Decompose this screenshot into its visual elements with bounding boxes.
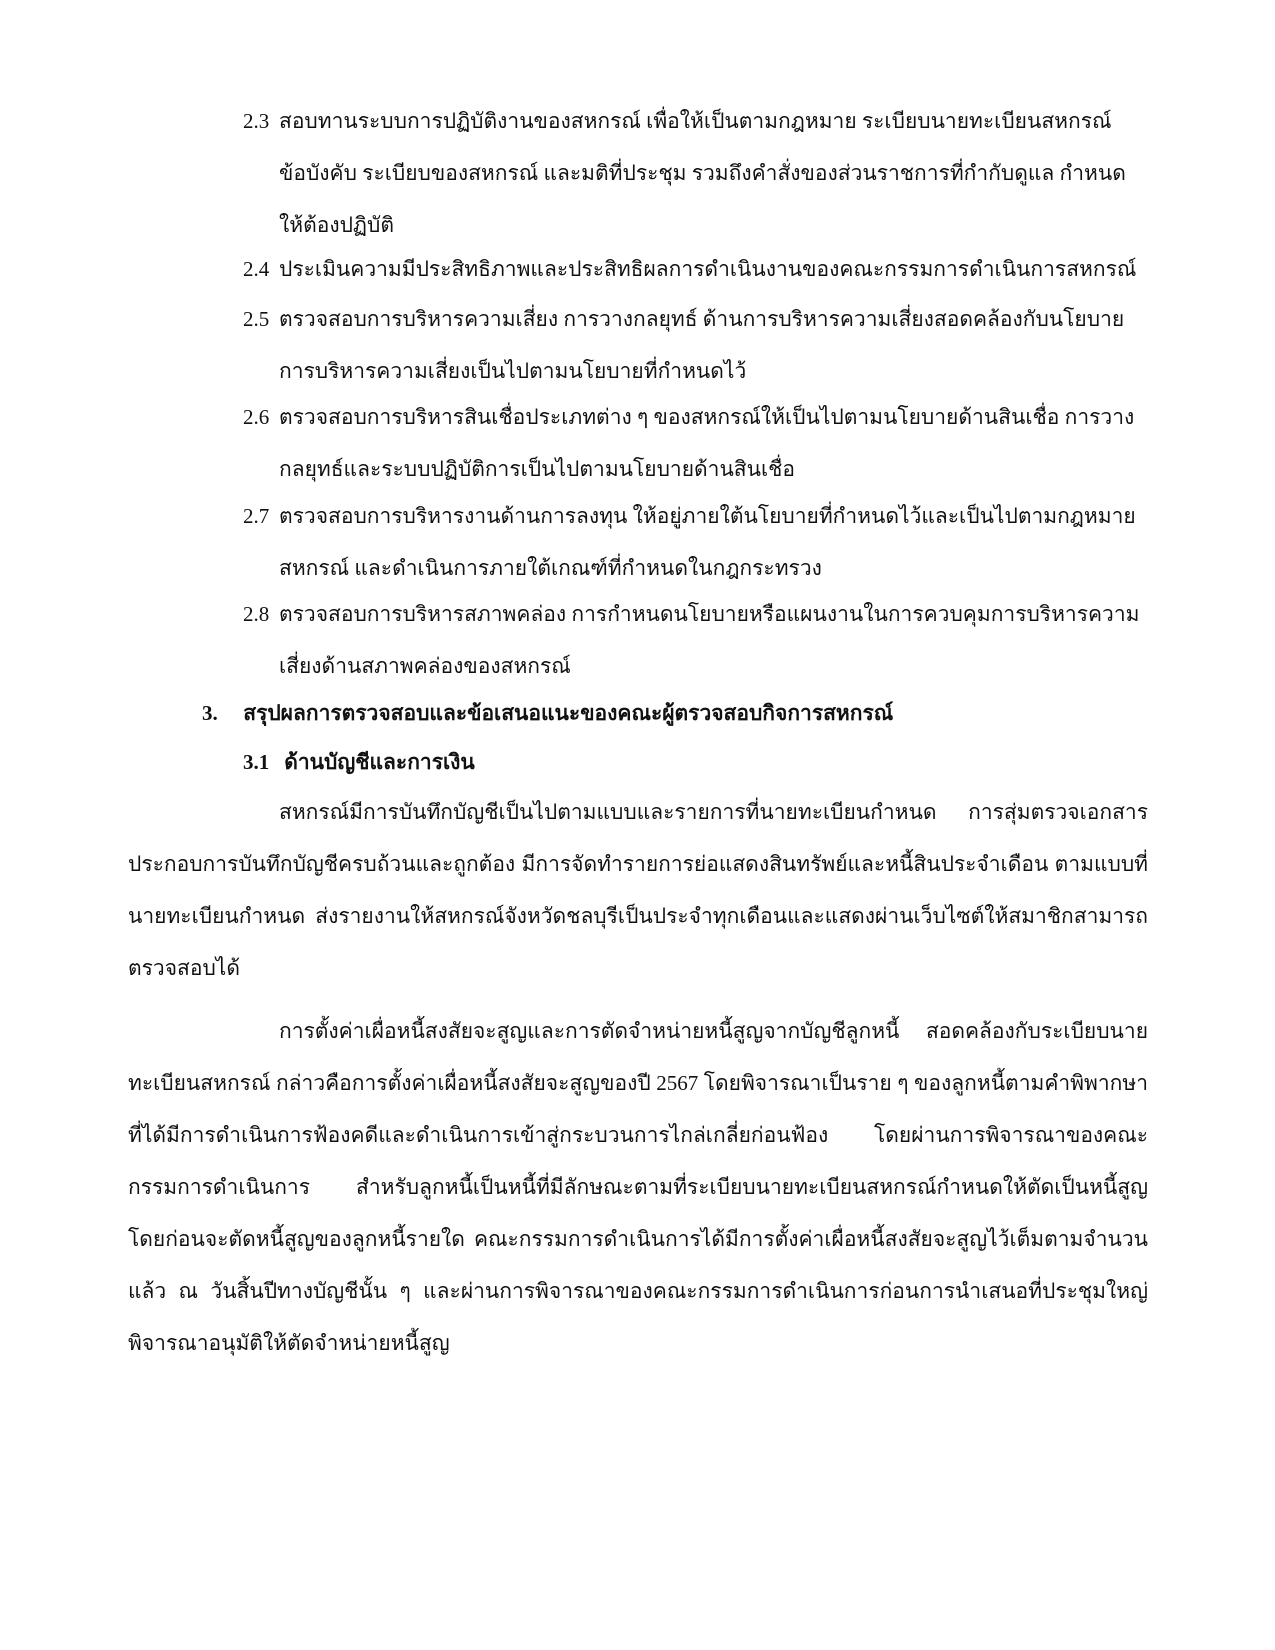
item-text: ตรวจสอบการบริหารสภาพคล่อง การกำหนดนโยบายหรือแผนงานในการควบคุมการบริหารความเสี่ยงด้านสภาพคล่องของสหกรณ์ <box>279 602 1140 678</box>
item-number: 2.3 <box>243 109 270 133</box>
section-3-heading <box>202 687 893 739</box>
section-title: ด้านบัญชีและการเงิน <box>284 750 475 774</box>
list-item-2-6 <box>243 391 1143 495</box>
list-item-2-5 <box>243 293 1143 397</box>
section-number: 3. <box>202 701 218 725</box>
list-item-2-4 <box>243 243 1143 295</box>
item-text: สอบทานระบบการปฏิบัติงานของสหกรณ์ เพื่อให้เป็นตามกฎหมาย ระเบียบนายทะเบียนสหกรณ์ ข้อบังคับ ระเบียบของสหกรณ์ และมติที่ประชุม รวมถึงคำสั่งของส่วนราชการที่กำกับดูแล กำหนดให้ต้องปฏิบัติ <box>279 109 1126 237</box>
item-number: 2.7 <box>243 504 270 528</box>
item-number: 2.4 <box>243 257 270 281</box>
item-text: ตรวจสอบการบริหารความเสี่ยง การวางกลยุทธ์ ด้านการบริหารความเสี่ยงสอดคล้องกับนโยบาย การบริหารความเสี่ยงเป็นไปตามนโยบายที่กำหนดไว้ <box>279 307 1125 383</box>
item-text: ตรวจสอบการบริหารงานด้านการลงทุน ให้อยู่ภายใต้นโยบายที่กำหนดไว้และเป็นไปตามกฎหมายสหกรณ์ และดำเนินการภายใต้เกณฑ์ที่กำหนดในกฎกระทรวง <box>279 504 1136 580</box>
section-title: สรุปผลการตรวจสอบและข้อเสนอแนะของคณะผู้ตรวจสอบกิจการสหกรณ์ <box>243 701 894 725</box>
item-number: 2.5 <box>243 307 270 331</box>
item-number: 2.8 <box>243 602 270 626</box>
section-3-1-heading <box>243 736 475 788</box>
item-text: ตรวจสอบการบริหารสินเชื่อประเภทต่าง ๆ ของสหกรณ์ให้เป็นไปตามนโยบายด้านสินเชื่อ การวางกลยุทธ์และระบบปฏิบัติการเป็นไปตามนโยบายด้านสินเชื่อ <box>279 405 1135 481</box>
paragraph: การตั้งค่าเผื่อหนี้สงสัยจะสูญและการตัดจำหน่ายหนี้สูญจากบัญชีลูกหนี้ สอดคล้องกับระเบียบนายทะเบียนสหกรณ์ กล่าวคือการตั้งค่าเผื่อหนี้สงสัยจะสูญของปี 2567 โดยพิจารณาเป็นราย ๆ ของลูกหนี้ตามคำพิพากษาที่ได้มีการดำเนินการฟ้องคดีและดำเนินการเข้าสู่กระบวนการไกล่เกลี่ยก่อนฟ้อง โดยผ่านการพิจารณาของคณะกรรมการดำเนินการ สำหรับลูกหนี้เป็นหนี้ที่มีลักษณะตามที่ระเบียบนายทะเบียนสหกรณ์กำหนดให้ตัดเป็นหนี้สูญ โดยก่อนจะตัดหนี้สูญของลูกหนี้รายใด คณะกรรมการดำเนินการได้มีการตั้งค่าเผื่อหนี้สงสัยจะสูญไว้เต็มตามจำนวนแล้ว ณ วันสิ้นปีทางบัญชีนั้น ๆ และผ่านการพิจารณาของคณะกรรมการดำเนินการก่อนการนำเสนอที่ประชุมใหญ่พิจารณาอนุมัติให้ตัดจำหน่ายหนี้สูญ <box>128 1019 1148 1355</box>
section-number: 3.1 <box>243 750 270 774</box>
list-item-2-8 <box>243 588 1143 692</box>
item-number: 2.6 <box>243 405 270 429</box>
list-item-2-3 <box>243 95 1143 251</box>
list-item-2-7 <box>243 490 1143 594</box>
item-text: ประเมินความมีประสิทธิภาพและประสิทธิผลการดำเนินงานของคณะกรรมการดำเนินการสหกรณ์ <box>279 257 1137 281</box>
paragraph: สหกรณ์มีการบันทึกบัญชีเป็นไปตามแบบและรายการที่นายทะเบียนกำหนด การสุ่มตรวจเอกสารประกอบการบันทึกบัญชีครบถ้วนและถูกต้อง มีการจัดทำรายการย่อแสดงสินทรัพย์และหนี้สินประจำเดือน ตามแบบที่นายทะเบียนกำหนด ส่งรายงานให้สหกรณ์จังหวัดชลบุรีเป็นประจำทุกเดือนและแสดงผ่านเว็บไซต์ให้สมาชิกสามารถตรวจสอบได้ <box>128 800 1148 980</box>
